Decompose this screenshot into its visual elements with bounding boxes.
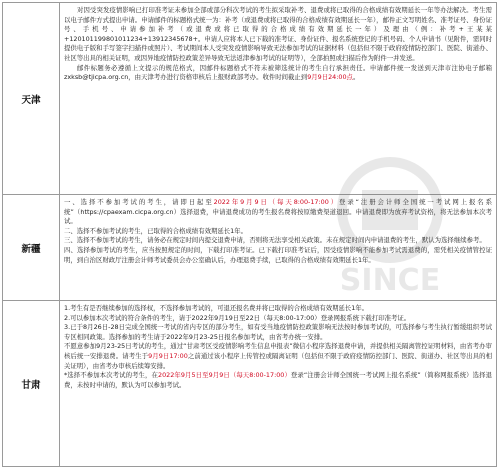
table-row-xinjiang	[3, 195, 496, 301]
policy-table	[2, 2, 497, 467]
paragraph	[64, 371, 492, 390]
highlight-text: 2022年9月9日（每天8:00-17:00）	[213, 198, 340, 206]
paragraph	[64, 304, 492, 314]
paragraph	[64, 314, 492, 324]
text-run: *选择不参加本次考试的考生，在	[64, 371, 158, 380]
highlight-text: 9月9日24:00点	[307, 73, 353, 82]
paragraph	[64, 236, 492, 246]
region-content	[64, 198, 492, 298]
paragraph	[64, 323, 492, 342]
text-run: 2.可以参加本次考试的符合条件的考生，请于2022年9月19日至22日（每天8:00-17:00）登录网报系统下载打印准考证。	[64, 313, 411, 322]
watermark-text: SINCE	[339, 263, 441, 298]
region-label: 甘肃	[3, 301, 60, 466]
region-label: 天津	[3, 3, 60, 194]
text-run: 。	[352, 73, 360, 82]
text-run: 不愿意参加9月23-25日考试的考生，通过“甘肃考区受疫情影响考生信息申报表”微信小程序选择退费申请，并提供相关隔离管控证明材料，由省考办审核后统一安排退费。请考生于	[64, 342, 492, 360]
text-run: 之前通过该小程序上传管控或隔离证明（包括但不限于政府疫情防控部门、医院、街道办、社区等出具的相关证明），由省考办审核后续筹安排。	[64, 351, 492, 370]
text-run: 3.已于8月26日-28日完成全国统一考试的省内专区的部分考生，如有受当地疫情防控政策影响无法按时参加考试的，可选择参与考生执行暂缓组织考试专区相同政策。选择参加的考生请于2022年9月23-25日报名参加考试，由省考办统一安排。	[64, 323, 492, 341]
text-run: 登录“注册会计师全国统一考试网上报名系统”（https://cpaexam.cicpa.org.cn）选择退费，申请退费成功的考生报名费将按原缴费渠道退回。申请退费即为放弃考试资格，将无法参加本次考试。	[64, 198, 492, 226]
region-content	[64, 304, 492, 464]
paragraph	[64, 227, 492, 237]
table-row-tianjin	[3, 3, 496, 195]
highlight-text: 2022年9月5日至9月9日（每天8:00-17:00）	[158, 371, 291, 380]
paragraph	[64, 64, 492, 83]
region-label: 新疆	[3, 195, 60, 300]
paragraph	[64, 246, 492, 265]
text-run: 登录“注册会计师全国统一考试网上报名系统”（简称网报系统）选择退费，未按时申请的，默认为可以参加考试。	[64, 371, 492, 389]
text-run: 二、选择不参加考试的考生，已取得的合格成绩有效期延长1年。	[64, 226, 248, 235]
region-content	[64, 6, 492, 192]
paragraph	[64, 342, 492, 371]
highlight-text: 9月9日17:00	[148, 351, 188, 360]
text-run: 对因受突发疫情影响已打印准考证未参加全部或部分科次考试的考生拟采取补考、退费或将已取得的合格成绩有效期延长一年等办法解决。考生需以电子邮件方式提出申请。申请邮件的标题格式统一为：补考（或退费或将已取得的合格成绩有效期延长一年），邮件正文写明姓名、准考证号、身份证号、手机号、申请参加补考（或退费或将已取得的合格成绩有效期延长一年）及理由（例：补考+王某某+120101199801011234+13912345678+。申请人应将本人已下载的准考证、身份证件、报名系统登记的手机号码、个人申请书（见附件，需同时提供电子版和手写签字扫描件或照片）、考试期间本人受突发疫情影响导致无法参加考试的证据材料（包括但不限于政府疫情防控部门、医院、街道办、社区等出具的相关证明，或因异地疫情防控政策差异导致无法返津参加考试的证明等），全部拍照或扫描后作为附件一并发送。	[64, 6, 492, 62]
text-run: 三、选择不参加考试的考生，请务必在规定时间内提交退费申请，否则将无法享受相关政策。未在规定时间内申请退费的考生，默认为选择继续参考。	[64, 236, 486, 245]
text-run: 邮件标题务必遵循上文提示的规范格式，因邮件标题格式不符未被筛选统计的考生自行承担责任。申请邮件统一发送到天津市注协电子邮箱zxksb@tjicpa.org.cn，由天津考办进行资格审核后上报财政部考办。收件时间截止到	[64, 63, 492, 82]
text-run: 1.考生有是否继续参加的选择权，不选择参加考试的，可退还报名费并将已取得的合格成绩有效期延长1年。	[64, 304, 369, 312]
text-run: 一、选择不参加考试的考生，请即日起至	[64, 198, 214, 206]
text-run: 四、选择参加考试的考生，应当按照规定的时间，下载打印准考证。已下载打印准考证后，因受疫情影响不能参加考试需退费的，需凭相关疫情管控证明，到自治区财政厅注册会计师考试委员会办公室确认后，办理退费手续，已取得的合格成绩有效期延长1年。	[64, 245, 492, 264]
paragraph	[64, 6, 492, 64]
paragraph	[64, 198, 492, 227]
table-row-gansu	[3, 301, 496, 466]
